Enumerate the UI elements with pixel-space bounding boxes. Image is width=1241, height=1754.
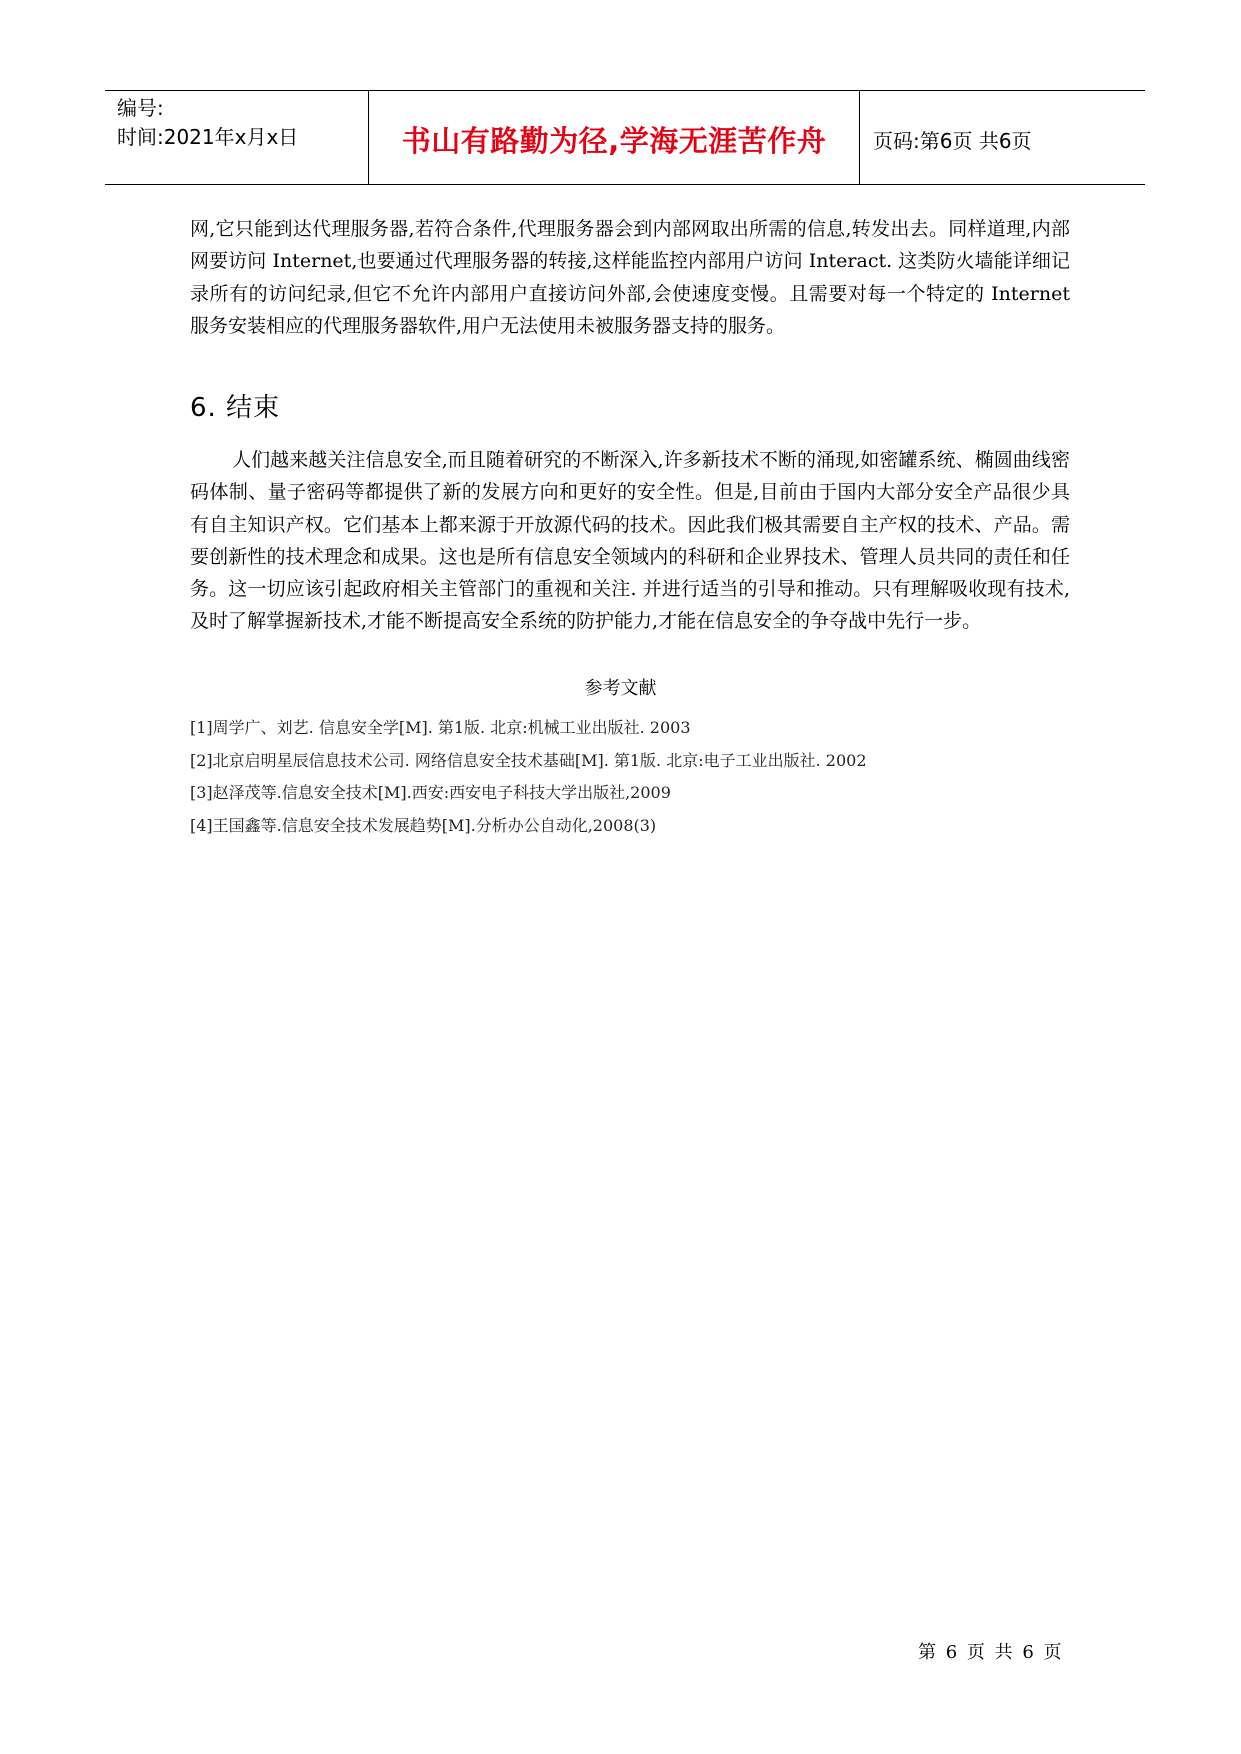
- reference-item: [2]北京启明星辰信息技术公司. 网络信息安全技术基础[M]. 第1版. 北京:电子工业出版社. 2002: [190, 750, 867, 770]
- header-meta: [105, 91, 369, 184]
- time-label: 时间:2021年x月x日: [117, 125, 299, 149]
- page-footer: 第 6 页 共 6 页: [918, 1642, 1064, 1663]
- reference-item: [4]王国鑫等.信息安全技术发展趋势[M].分析办公自动化,2008(3): [190, 815, 657, 835]
- references-list: [190, 712, 867, 842]
- section-title: 6. 结束: [190, 393, 281, 423]
- number-label: 编号:: [117, 96, 164, 120]
- reference-item: [3]赵泽茂等.信息安全技术[M].西安:西安电子科技大学出版社,2009: [190, 783, 671, 802]
- paragraph-proxy: 网,它只能到达代理服务器,若符合条件,代理服务器会到内部网取出所需的信息,转发出去。同样道理,内部网要访问 Internet,也要通过代理服务器的转接,这样能监控内部用户访问 Interact. 这类防火墙能详细记录所有的访问纪录,但它不允许内部用户直接访问外部,会使速度变慢。且需要对每一个特定的 Internet 服务安装相应的代理服务器软件,用户无法使用未被服务器支持的服务。: [190, 218, 1070, 337]
- reference-item: [1]周学广、刘艺. 信息安全学[M]. 第1版. 北京:机械工业出版社. 2003: [190, 718, 691, 737]
- header-motto: 书山有路勤为径,学海无涯苦作舟: [369, 91, 860, 184]
- references-title: 参考文献: [584, 678, 657, 699]
- header-page-info: 页码:第6页 共6页: [873, 129, 1032, 153]
- paragraph-conclusion: 人们越来越关注信息安全,而且随着研究的不断深入,许多新技术不断的涌现,如密罐系统、椭圆曲线密码体制、量子密码等都提供了新的发展方向和更好的安全性。但是,目前由于国内大部分安全产品很少具有自主知识产权。它们基本上都来源于开放源代码的技术。因此我们极其需要自主产权的技术、产品。需要创新性的技术理念和成果。这也是所有信息安全领域内的科研和企业界技术、管理人员共同的责任和任务。这一切应该引起政府相关主管部门的重视和关注. 并进行适当的引导和推动。只有理解吸收现有技术,及时了解掌握新技术,才能不断提高安全系统的防护能力,才能在信息安全的争夺战中先行一步。: [190, 449, 1070, 633]
- page-header: [105, 90, 1145, 185]
